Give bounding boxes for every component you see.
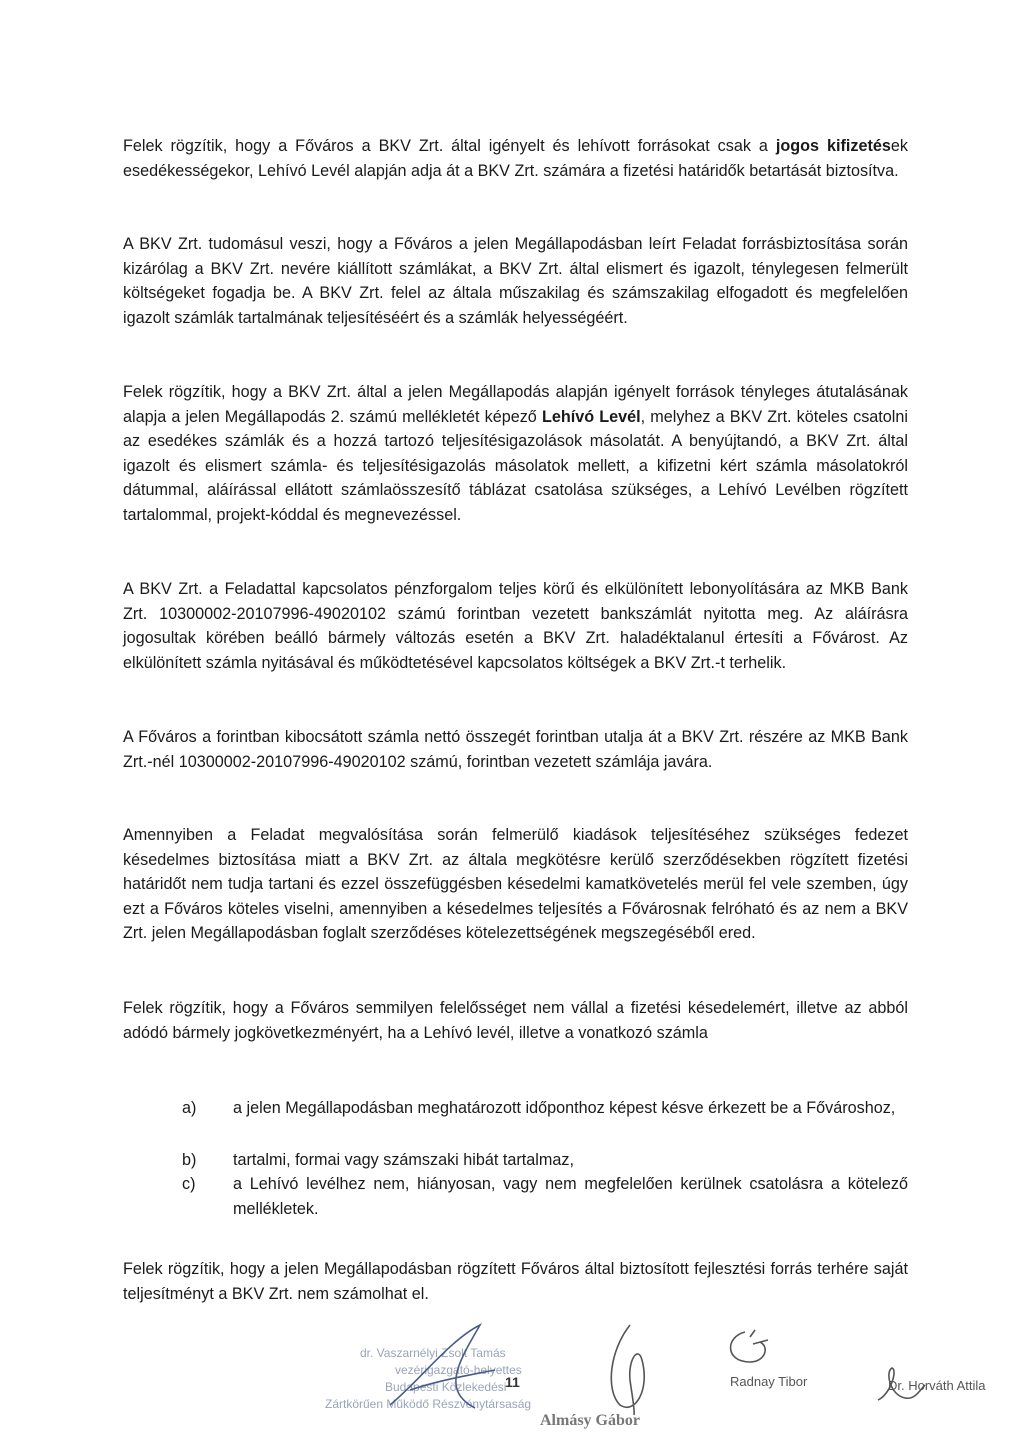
signer-3-name: Radnay Tibor: [730, 1374, 808, 1389]
paragraph-felelosseg-kizaras: Felek rögzítik, hogy a Főváros semmilyen felelősséget nem vállal a fizetési késedelemért, illetve az abból adódó bármely jogkövetkezményért, ha a Lehívó levél, illetve a vonatkozó számla: [123, 999, 908, 1042]
signature-3-drawing: [720, 1322, 780, 1372]
paragraph-3-text-end: , melyhez a BKV Zrt. köteles csatolni az esedékes számlák és a hozzá tartozó teljesítésigazolások másolatát. A benyújtandó, a BKV Zrt. által igazolt és elismert számla- és teljesítésigazolás másolatok mellett, a kifizetni kért számla másolatokról dátummal, aláírással ellátott számlaösszesítő táblázat csatolása szükséges, a Lehívó Levélben rögzített tartalommal, projekt-kóddal és megnevezéssel.: [123, 407, 908, 524]
list-text: a jelen Megállapodásban meghatározott időponthoz képest késve érkezett be a Fővároshoz,: [233, 1099, 896, 1117]
paragraph-kesedelmi-kamat: Amennyiben a Feladat megvalósítása során felmerülő kiadások teljesítéséhez szükséges fedezet késedelmes biztosítása miatt a BKV Zrt. az általa megkötésre kerülő szerződésekben rögzített fizetési határidőt nem tudja tartani és ezzel összefüggésben késedelmi kamatkövetelés merül fel vele szemben, úgy ezt a Főváros köteles viselni, amennyiben a késedelmes teljesítés a Fővárosnak felróható és az nem a BKV Zrt. jelen Megállapodásban foglalt szerződéses kötelezettségének megszegéséből ered.: [123, 826, 908, 943]
stamp-line-4: Zártkörűen Működő Részvénytársaság: [325, 1397, 532, 1411]
signer-2-name: Almásy Gábor: [540, 1412, 640, 1429]
paragraph-bankszamla: A BKV Zrt. a Feladattal kapcsolatos pénzforgalom teljes körű és elkülönített lebonyolítására az MKB Bank Zrt. 10300002-20107996-49020102 számú forintban vezetett bankszámlát nyitotta meg. Az aláírásra jogosultak körében beálló bármely változás esetén a BKV Zrt. haladéktalanul értesíti a Fővárost. Az elkülönített számla nyitásával és működtetésével kapcsolatos költségek a BKV Zrt.-t terhelik.: [123, 580, 908, 672]
signature-1-drawing: [380, 1320, 500, 1420]
list-marker: b): [182, 1151, 197, 1169]
paragraph-1-text-start: Felek rögzítik, hogy a Főváros a BKV Zrt. által igényelt és lehívott forrásokat csak a: [123, 137, 776, 155]
signer-4-name: Dr. Horváth Attila: [888, 1378, 986, 1393]
stamp-line-3: Budapesti Közlekedési: [385, 1380, 507, 1394]
signature-2-drawing: [600, 1320, 660, 1415]
signature-footer: [0, 1320, 1024, 1447]
paragraph-szamlak-befogadasa: A BKV Zrt. tudomásul veszi, hogy a Főváros a jelen Megállapodásban leírt Feladat forrásbiztosítása során kizárólag a BKV Zrt. nevére kiállított számlákat, a BKV Zrt. által elismert és igazolt, ténylegesen felmerült költségeket fogadja be. A BKV Zrt. felel az általa műszakilag és számszakilag elfogadott és megfelelően igazolt számlák tartalmának teljesítéséért és a számlák helyességéért.: [123, 235, 908, 327]
paragraph-jogos-kifizetes: [123, 134, 908, 183]
paragraph-lehivo-level: [123, 380, 908, 528]
paragraph-1-bold-term: jogos kifizetés: [775, 137, 891, 155]
list-marker: a): [182, 1099, 197, 1117]
paragraph-3-text-start: Felek rögzítik, hogy a BKV Zrt. által a jelen Megállapodás alapján igényelt források tényleges átutalásának alapja a jelen Megállapodás 2. számú mellékletét képező: [123, 383, 908, 426]
list-text: a Lehívó levélhez nem, hiányosan, vagy nem megfelelően kerülnek csatolásra a kötelező mellékletek.: [233, 1175, 908, 1218]
paragraph-3-bold-term: Lehívó Levél: [541, 407, 641, 426]
page-number: 11: [505, 1374, 520, 1390]
list-marker: c): [182, 1175, 196, 1193]
stamp-line-1: dr. Vaszarnélyi Zsolt Tamás: [360, 1346, 506, 1360]
list-text: tartalmi, formai vagy számszaki hibát tartalmaz,: [233, 1151, 574, 1169]
paragraph-nettó-osszeg: A Főváros a forintban kibocsátott számla nettó összegét forintban utalja át a BKV Zrt. részére az MKB Bank Zrt.-nél 10300002-20107996-49020102 számú, forintban vezetett számlája javára.: [123, 728, 908, 771]
stamp-line-2: vezérigazgató-helyettes: [395, 1363, 522, 1377]
paragraph-1-text-end: ek esedékességekor, Lehívó Levél alapján adja át a BKV Zrt. számára a fizetési határidők betartását biztosítva.: [123, 137, 908, 180]
paragraph-sajat-teljesitmeny: Felek rögzítik, hogy a jelen Megállapodásban rögzített Főváros által biztosított fejlesztési forrás terhére saját teljesítményt a BKV Zrt. nem számolhat el.: [123, 1260, 908, 1303]
